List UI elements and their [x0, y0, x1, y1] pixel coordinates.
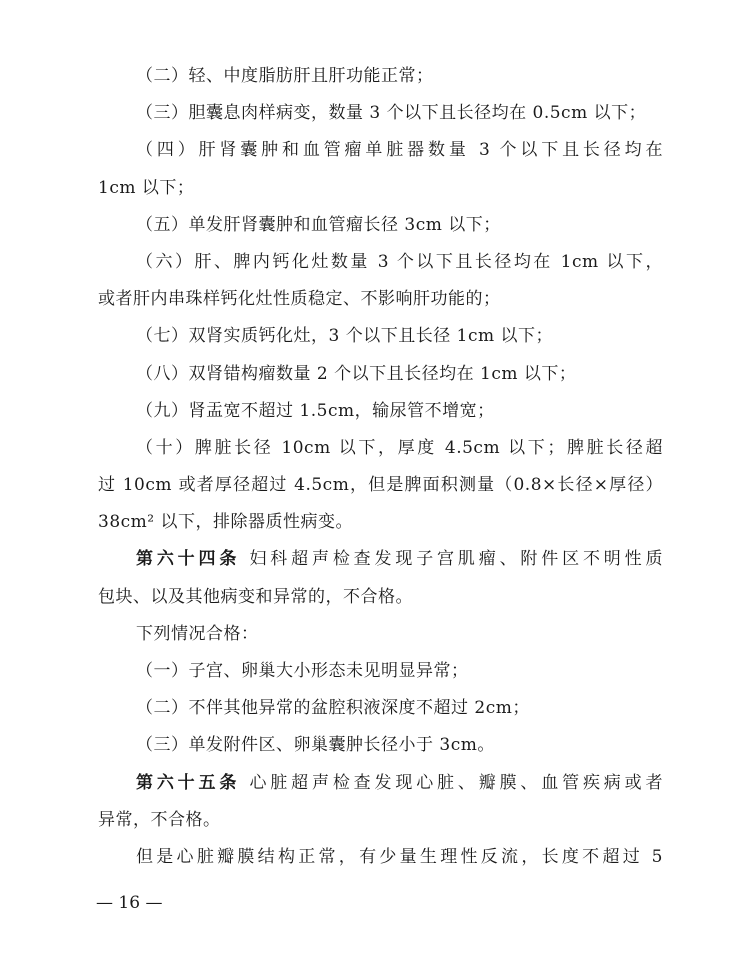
- item-9: （九）肾盂宽不超过 1.5cm，输尿管不增宽；: [136, 400, 495, 421]
- article-64-item-3: （三）单发附件区、卵巢囊肿长径小于 3cm。: [136, 735, 495, 756]
- article-64-item-2: （二）不伴其他异常的盆腔积液深度不超过 2cm；: [136, 698, 530, 719]
- article-64-line1: [98, 541, 663, 578]
- item-3: （三）胆囊息肉样病变，数量 3 个以下且长径均在 0.5cm 以下；: [136, 103, 647, 124]
- article-64-text: 妇科超声检查发现子宫肌瘤、附件区不明性质: [240, 549, 663, 570]
- article-65-line3: 但是心脏瓣膜结构正常，有少量生理性反流，长度不超过 5: [136, 846, 663, 867]
- item-6: （六）肝、脾内钙化灶数量 3 个以下且长径均在 1cm 以下，: [136, 251, 663, 272]
- article-65-heading: 第六十五条: [136, 772, 241, 793]
- article-65-text: 心脏超声检查发现心脏、瓣膜、血管疾病或者: [240, 772, 663, 793]
- item-8: （八）双肾错构瘤数量 2 个以下且长径均在 1cm 以下；: [136, 363, 577, 384]
- item-5: （五）单发肝肾囊肿和血管瘤长径 3cm 以下；: [136, 214, 501, 235]
- article-64-sub: 下列情况合格：: [136, 623, 259, 644]
- item-10: （十）脾脏长径 10cm 以下，厚度 4.5cm 以下；脾脏长径超: [136, 437, 663, 458]
- article-64-item-1: （一）子宫、卵巢大小形态未见明显异常；: [136, 661, 469, 681]
- article-65-line2: 异常，不合格。: [98, 809, 221, 830]
- page-number: — 16 —: [96, 893, 163, 913]
- item-6-cont: 或者肝内串珠样钙化灶性质稳定、不影响肝功能的；: [98, 289, 501, 310]
- item-10-cont: 过 10cm 或者厚径超过 4.5cm，但是脾面积测量（0.8×长径×厚径）: [98, 475, 663, 496]
- item-7: （七）双肾实质钙化灶，3 个以下且长径 1cm 以下；: [136, 326, 553, 347]
- item-4-cont: 1cm 以下；: [98, 177, 195, 198]
- item-2: （二）轻、中度脂肪肝且肝功能正常；: [136, 66, 434, 86]
- document-body: [98, 58, 663, 876]
- item-10-end: 38cm² 以下，排除器质性病变。: [98, 512, 353, 533]
- article-64-heading: 第六十四条: [136, 549, 241, 570]
- article-64-line2: 包块、以及其他病变和异常的，不合格。: [98, 586, 413, 607]
- article-65-line1: [98, 765, 663, 802]
- item-4: （四）肝肾囊肿和血管瘤单脏器数量 3 个以下且长径均在: [136, 140, 663, 161]
